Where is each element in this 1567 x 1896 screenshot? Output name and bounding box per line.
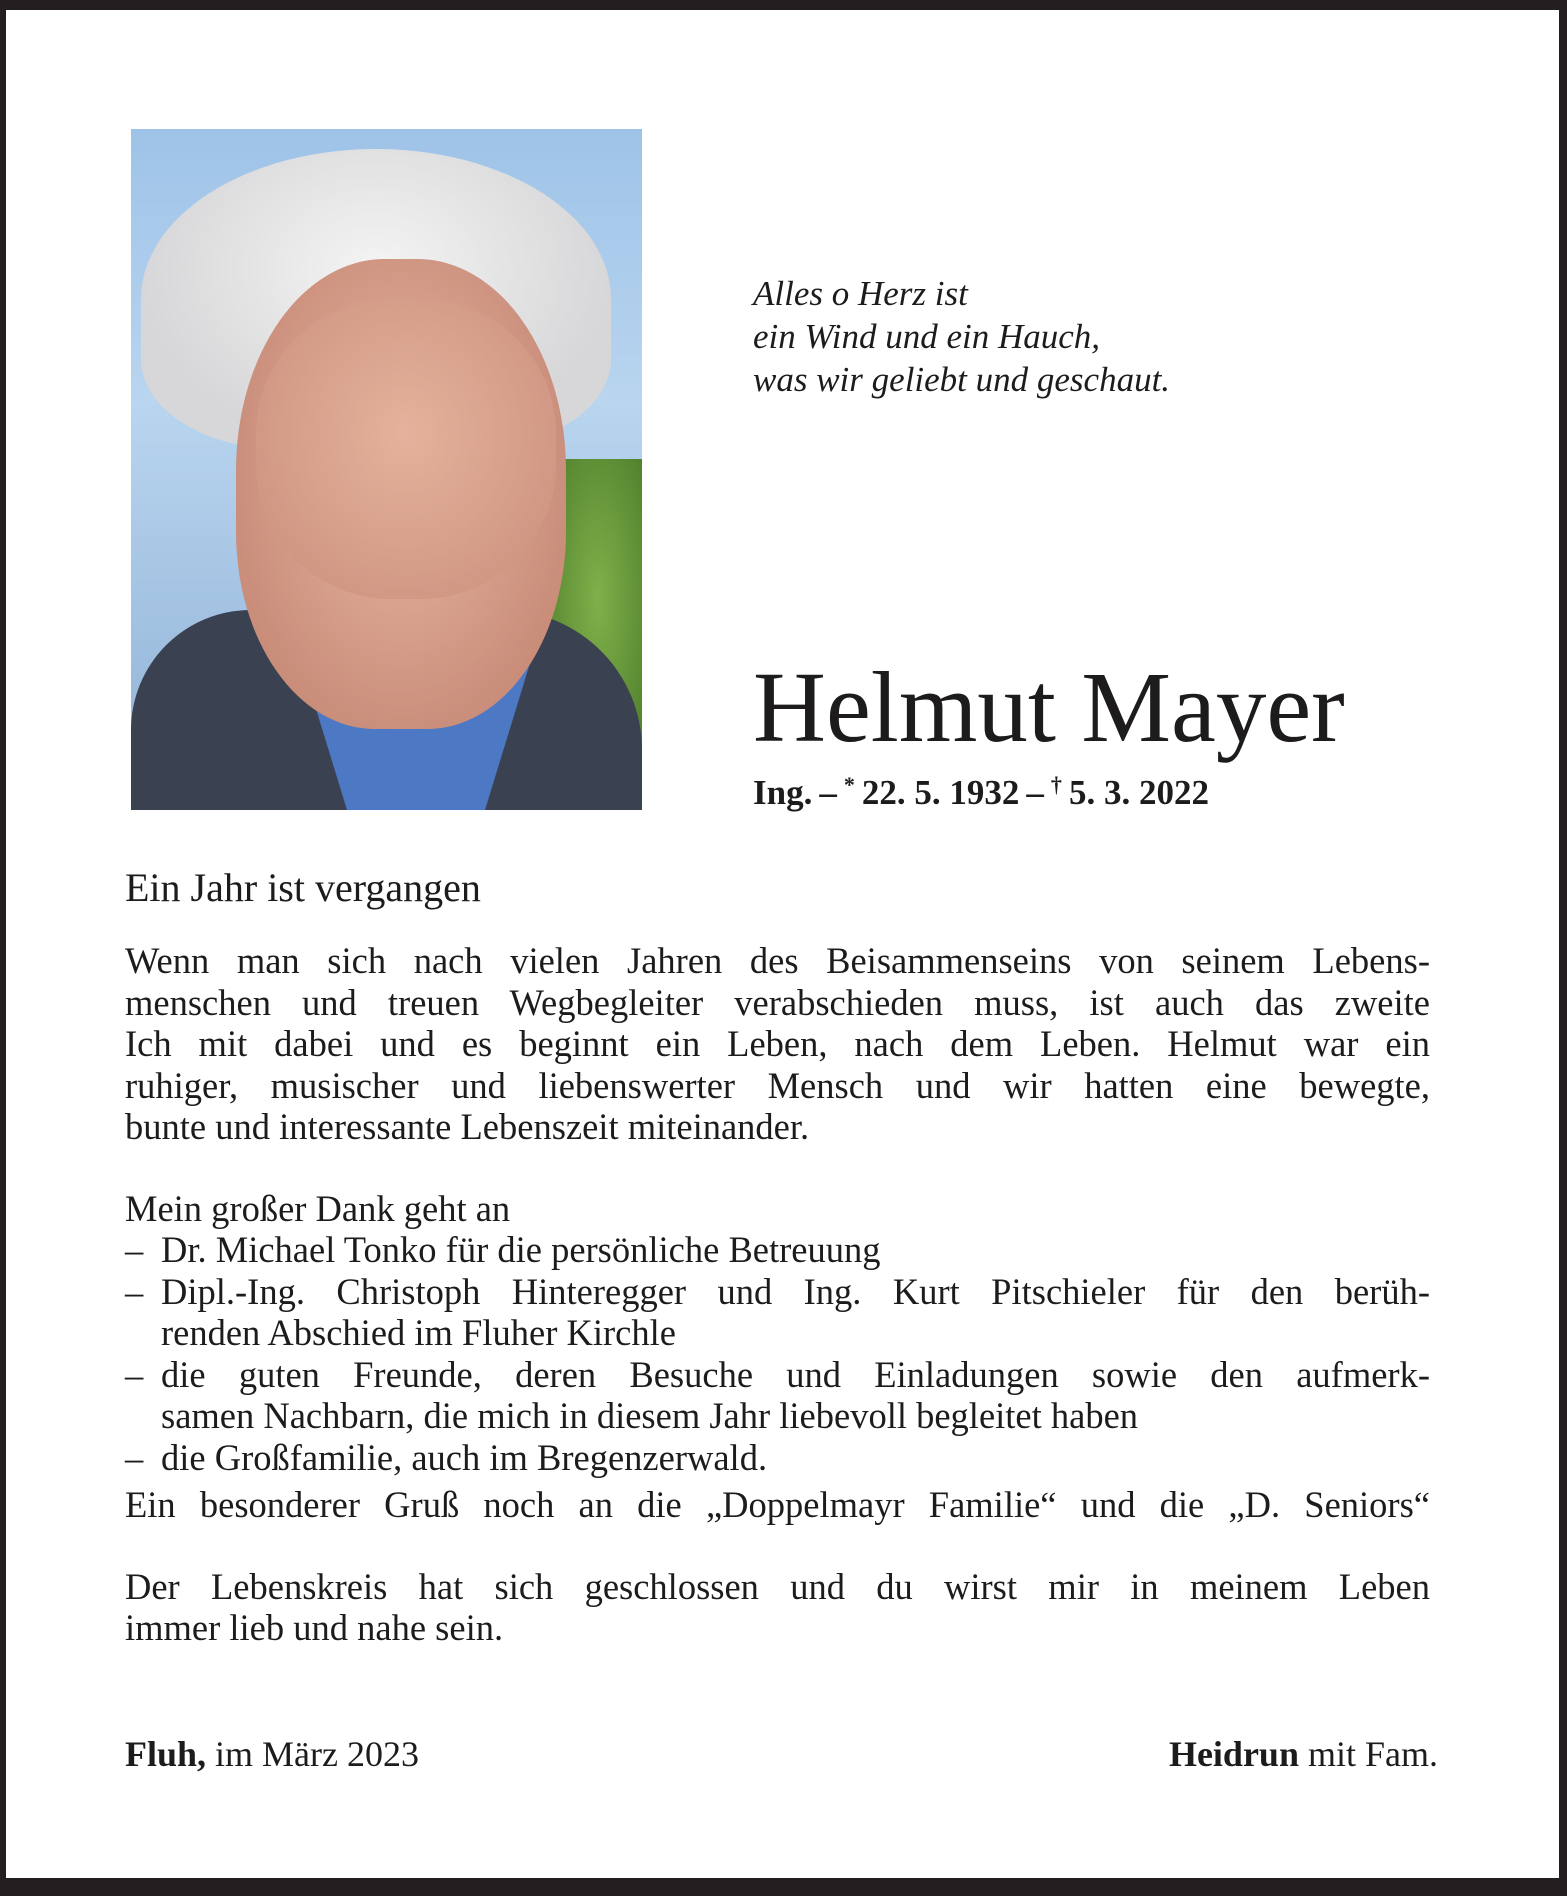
dash: – [125, 1436, 144, 1478]
portrait-photo [131, 129, 642, 810]
text-line: Dipl.-Ing. Christoph Hinteregger und Ing. Kurt Pitschieler für den berüh- [161, 1270, 1430, 1312]
date: im März 2023 [215, 1734, 420, 1774]
dash: – [125, 1229, 144, 1270]
place-date [125, 1733, 419, 1775]
text-line: Der Lebenskreis hat sich geschlossen und du wirst mir in meinem Leben [125, 1565, 1430, 1607]
cross-icon: † [1050, 772, 1062, 797]
section-heading: Ein Jahr ist vergangen [125, 865, 481, 910]
text-line: Wenn man sich nach vielen Jahren des Beisammenseins von seinem Lebens- [125, 940, 1430, 981]
quote-line: Alles o Herz ist [753, 274, 968, 313]
body-text [125, 940, 1430, 1649]
list-item [125, 1229, 1430, 1271]
death-date: 5. 3. 2022 [1068, 773, 1209, 812]
deceased-name: Helmut Mayer [753, 651, 1345, 763]
dash: – [1026, 773, 1044, 812]
signer-suffix: mit Fam. [1307, 1734, 1438, 1774]
thanks-intro: Mein großer Dank geht an [125, 1187, 511, 1229]
dash: – [125, 1270, 144, 1312]
quote-line: ein Wind und ein Hauch, [753, 317, 1101, 356]
greeting: Ein besonderer Gruß noch an die „Doppelmayr Familie“ und die „D. Seniors“ [125, 1484, 1430, 1525]
place: Fluh, [125, 1734, 207, 1774]
born-symbol: * [843, 772, 855, 797]
text-line: Ich mit dabei und es beginnt ein Leben, nach dem Leben. Helmut war ein [125, 1023, 1430, 1064]
signer: Heidrun [1168, 1734, 1299, 1774]
text-line: menschen und treuen Wegbegleiter verabschieden muss, ist auch das zweite [125, 981, 1430, 1023]
text-line: renden Abschied im Fluher Kirchle [161, 1312, 676, 1353]
birth-date: 22. 5. 1932 [861, 773, 1020, 812]
text-line: bunte und interessante Lebenszeit miteinander. [125, 1106, 810, 1147]
memorial-quote [753, 272, 1170, 401]
text-line: die guten Freunde, deren Besuche und Einladungen sowie den aufmerk- [161, 1353, 1430, 1395]
text-line: immer lieb und nahe sein. [125, 1607, 504, 1648]
text-line: Dr. Michael Tonko für die persönliche Betreuung [161, 1229, 881, 1270]
list-item [125, 1354, 1430, 1437]
dash: – [819, 773, 837, 812]
quote-line: was wir geliebt und geschaut. [753, 360, 1171, 399]
dash: – [125, 1353, 144, 1395]
text-line: ruhiger, musischer und liebenswerter Mensch und wir hatten eine bewegte, [125, 1064, 1430, 1106]
title: Ing. [753, 773, 813, 812]
text-line: die Großfamilie, auch im Bregenzerwald. [161, 1436, 768, 1478]
signature [1169, 1733, 1438, 1775]
text-line: samen Nachbarn, die mich in diesem Jahr liebevoll begleitet haben [161, 1395, 1139, 1436]
life-dates [753, 772, 1209, 813]
list-item [125, 1271, 1430, 1354]
list-item [125, 1437, 1430, 1479]
